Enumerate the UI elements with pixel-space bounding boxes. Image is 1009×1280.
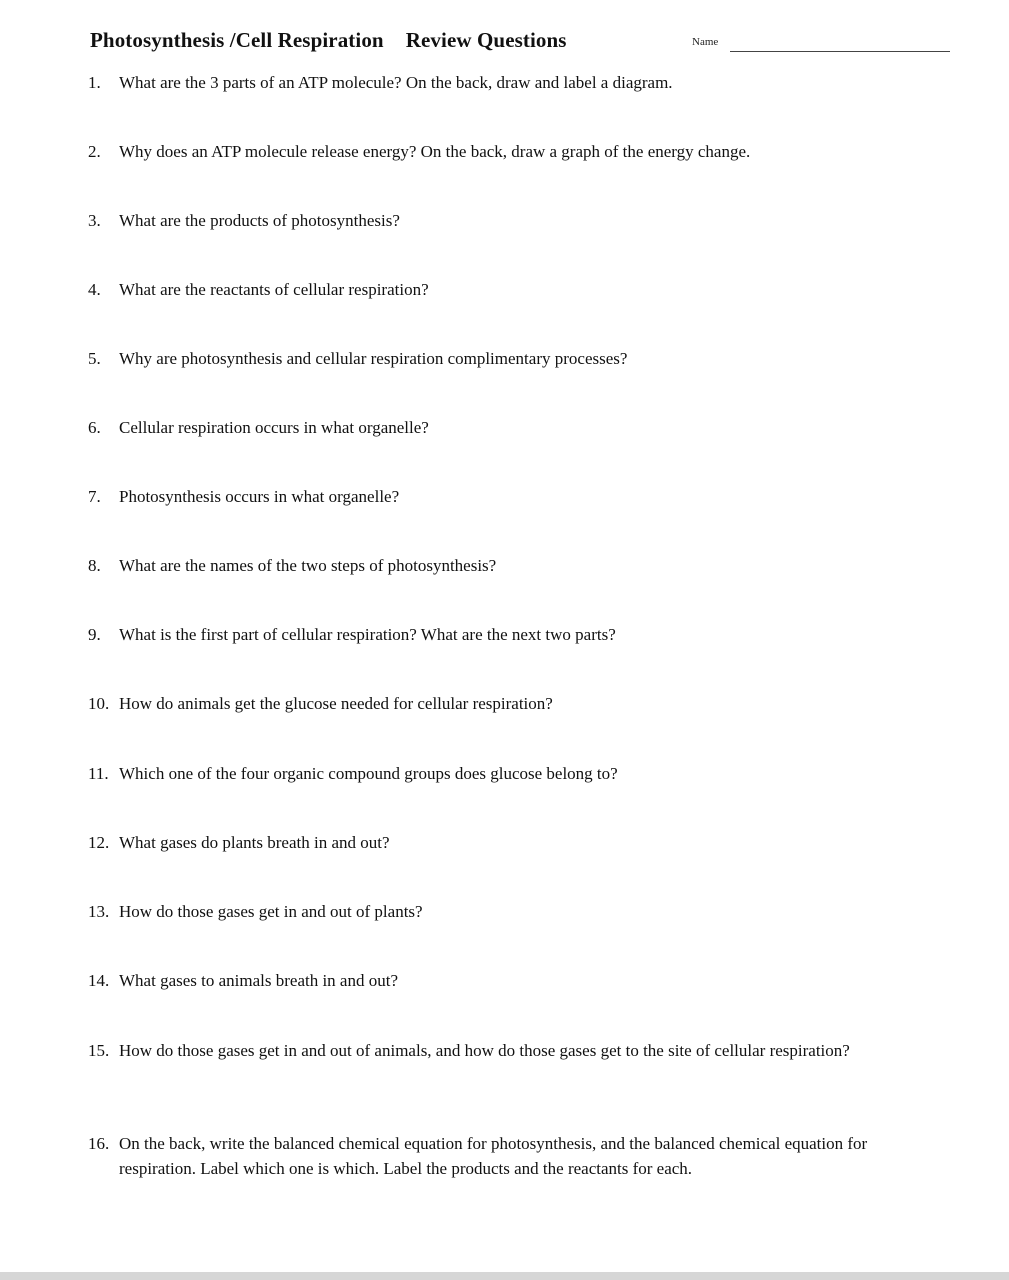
question-item bbox=[88, 761, 898, 786]
question-item bbox=[88, 277, 898, 302]
question-item bbox=[88, 208, 898, 233]
question-text: Which one of the four organic compound groups does glucose belong to? bbox=[119, 764, 618, 783]
question-text: Cellular respiration occurs in what organelle? bbox=[119, 418, 429, 437]
question-text: How do those gases get in and out of plants? bbox=[119, 902, 423, 921]
question-text: What gases to animals breath in and out? bbox=[119, 971, 398, 990]
question-number: 10. bbox=[88, 694, 110, 713]
question-number: 2. bbox=[88, 142, 101, 161]
question-item bbox=[88, 346, 898, 371]
question-item bbox=[88, 899, 898, 924]
question-item bbox=[88, 622, 898, 647]
title-topic: Photosynthesis /Cell Respiration bbox=[90, 28, 384, 52]
question-item bbox=[88, 553, 898, 578]
question-text: Why does an ATP molecule release energy? On the back, draw a graph of the energy change. bbox=[119, 142, 751, 161]
question-number: 12. bbox=[88, 833, 110, 852]
title-subtitle: Review Questions bbox=[405, 28, 567, 52]
question-text: What gases do plants breath in and out? bbox=[119, 833, 390, 852]
question-item bbox=[88, 70, 898, 95]
question-text: Why are photosynthesis and cellular respiration complimentary processes? bbox=[119, 349, 628, 368]
question-text: What are the names of the two steps of photosynthesis? bbox=[119, 556, 497, 575]
question-text: What are the products of photosynthesis? bbox=[119, 211, 400, 230]
question-item bbox=[88, 484, 898, 509]
question-text: What are the 3 parts of an ATP molecule? On the back, draw and label a diagram. bbox=[119, 73, 673, 92]
question-item bbox=[88, 691, 898, 716]
question-text: What is the first part of cellular respiration? What are the next two parts? bbox=[119, 625, 616, 644]
question-number: 14. bbox=[88, 971, 110, 990]
question-text: What are the reactants of cellular respiration? bbox=[119, 280, 429, 299]
question-number: 11. bbox=[88, 764, 109, 783]
question-number: 8. bbox=[88, 556, 101, 575]
question-number: 1. bbox=[88, 73, 101, 92]
question-item bbox=[88, 1038, 898, 1063]
question-item bbox=[88, 415, 898, 440]
question-number: 13. bbox=[88, 902, 110, 921]
question-number: 7. bbox=[88, 487, 101, 506]
question-text: Photosynthesis occurs in what organelle? bbox=[119, 487, 400, 506]
question-number: 6. bbox=[88, 418, 101, 437]
question-number: 3. bbox=[88, 211, 101, 230]
question-item bbox=[88, 968, 898, 993]
question-number: 16. bbox=[88, 1134, 110, 1153]
question-text: How do animals get the glucose needed for cellular respiration? bbox=[119, 694, 553, 713]
name-label: Name bbox=[692, 36, 719, 48]
question-number: 4. bbox=[88, 280, 101, 299]
question-number: 5. bbox=[88, 349, 101, 368]
question-number: 15. bbox=[88, 1041, 110, 1060]
question-item bbox=[88, 139, 898, 164]
page-bottom-edge bbox=[0, 1272, 1009, 1280]
question-text: On the back, write the balanced chemical equation for photosynthesis, and the balanced chemical equation for respiration. Label which one is which. Label the products and the reactants for each. bbox=[119, 1134, 868, 1178]
question-item bbox=[88, 1131, 898, 1181]
question-item bbox=[88, 830, 898, 855]
question-number: 9. bbox=[88, 625, 101, 644]
question-text: How do those gases get in and out of animals, and how do those gases get to the site of cellular respiration? bbox=[119, 1041, 850, 1060]
